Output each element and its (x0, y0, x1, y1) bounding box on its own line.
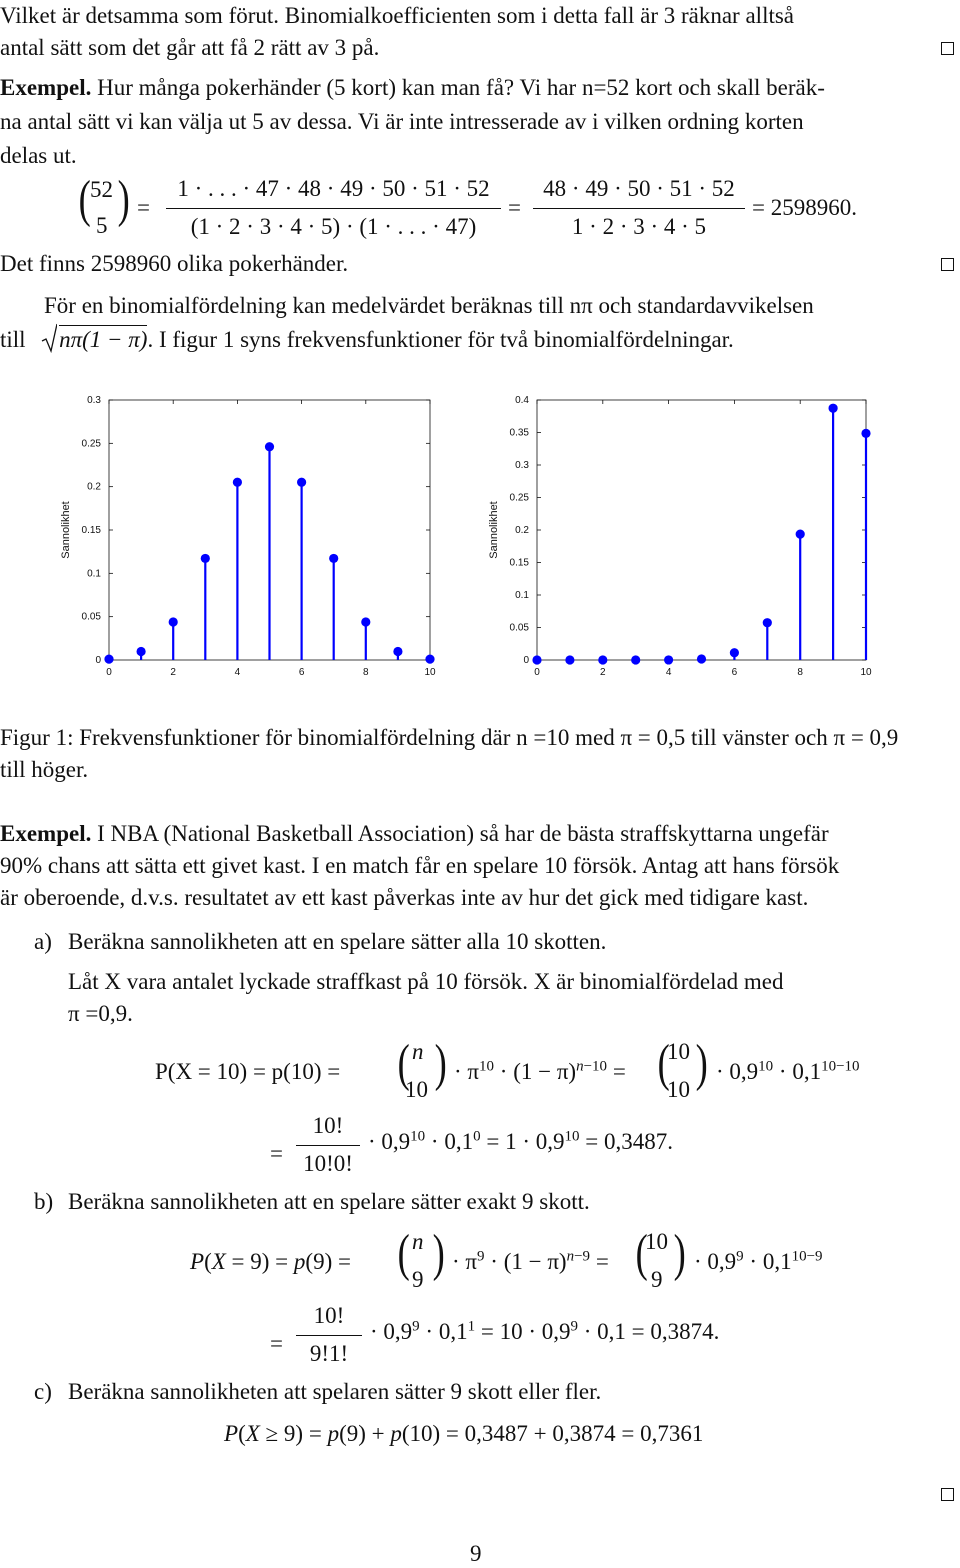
x-tick-label: 4 (665, 667, 672, 678)
binom-top: 52 (90, 177, 113, 202)
stem-marker (169, 617, 178, 626)
example2-text: I NBA (National Basketball Association) så har de bästa straffskyttarna ungefär (97, 821, 829, 846)
stem-marker (104, 655, 113, 664)
stem-marker (861, 429, 870, 438)
y-tick-label: 0.4 (515, 395, 529, 406)
part-a-eq1-lhs: P(X = 10) = p(10) = (155, 1059, 341, 1084)
example-label: Exempel. (0, 821, 92, 846)
binom-bottom: 10 (667, 1077, 690, 1102)
y-tick-label: 0.3 (515, 460, 529, 471)
y-tick-label: 0.05 (81, 611, 101, 623)
frac2-numerator: 48 · 49 · 50 · 51 · 52 (543, 176, 735, 201)
part-b-eq1-lhs: P(X = 9) = p(9) = (190, 1249, 351, 1274)
paren-left: ( (397, 1225, 410, 1282)
chart-right-svg (490, 388, 910, 688)
caption-line-1: Figur 1: Frekvensfunktioner för binomialfördelning där n =10 med π = 0,5 till vänster och π = 0,9 (0, 725, 899, 750)
sqrt-content: nπ(1 − π) (59, 327, 148, 352)
stem-marker (730, 648, 739, 657)
chart-left (40, 388, 440, 688)
x-tick-label: 10 (424, 667, 436, 678)
part-a-explain-2: π =0,9. (68, 1001, 133, 1026)
part-b-eq1-mid: · $\pi^9 \cdot (1 - \pi)^{n-9}$ = (452, 1248, 609, 1274)
part-c-label: c) (34, 1379, 52, 1404)
example1-line-3: delas ut. (0, 143, 77, 168)
binom-top: 10 (667, 1039, 690, 1064)
sqrt-sign (41, 323, 57, 353)
stem-marker (265, 442, 274, 451)
frac2-denominator: 1 · 2 · 3 · 4 · 5 (571, 214, 707, 239)
example2-line-2: 90% chans att sätta ett givet kast. I en match får en spelare 10 försök. Antag att hans försök (0, 853, 840, 878)
binom-bottom: 5 (96, 213, 108, 238)
qed-box (941, 42, 954, 55)
y-tick-label: 0.1 (515, 590, 529, 601)
y-tick-label: 0.15 (509, 557, 529, 569)
part-a-label: a) (34, 929, 52, 954)
paren-right: ) (695, 1035, 708, 1092)
x-tick-label: 8 (797, 667, 803, 678)
y-tick-label: 0 (95, 655, 101, 666)
qed-box (941, 1488, 954, 1501)
x-tick-label: 2 (170, 667, 176, 678)
binom-top: 10 (645, 1229, 668, 1254)
paren-left: ( (78, 171, 91, 228)
frac1-bar (166, 208, 501, 209)
stem-marker (425, 655, 434, 664)
y-tick-label: 0 (523, 655, 529, 666)
part-a-eq1-mid: · $\pi^{10} \cdot (1 - \pi)^{n-10}$ = (454, 1058, 626, 1084)
binom-bottom: 10 (405, 1077, 428, 1102)
intro-line-1: Vilket är detsamma som förut. Binomialkoefficienten som i detta fall är 3 räknar alltså (0, 3, 795, 28)
binomial-line-1: För en binomialfördelning kan medelvärdet beräknas till nπ och standardavvikelsen (44, 293, 814, 318)
chart-left-svg (40, 388, 440, 688)
sqrt-expression (47, 326, 147, 354)
y-tick-label: 0.15 (81, 525, 101, 536)
y-tick-label: 0.25 (509, 492, 529, 504)
part-a-text: Beräkna sannolikheten att en spelare sätter alla 10 skotten. (68, 929, 607, 954)
binomial-line-2-rest: . I figur 1 syns frekvensfunktioner för två binomialfördelningar. (147, 327, 734, 352)
equals-sign: = (270, 1141, 283, 1166)
y-axis-label: Sannolikhet (60, 501, 72, 559)
chart-right (490, 388, 910, 688)
x-tick-label: 2 (600, 667, 606, 678)
caption-line-2: till höger. (0, 757, 89, 782)
equals-sign: = (508, 195, 521, 220)
stem-marker (361, 617, 370, 626)
stem-marker (631, 655, 640, 664)
example2-line-1 (0, 820, 829, 848)
stem-marker (763, 618, 772, 627)
plot-frame (537, 400, 866, 660)
frac-denominator: 9!1! (309, 1341, 349, 1366)
part-b-eq1-rhs: · $0,9^9 \cdot 0,1^{10-9}$ (694, 1248, 823, 1274)
frac-bar (296, 1145, 360, 1146)
stem-marker (697, 654, 706, 663)
part-b-label: b) (34, 1189, 54, 1214)
part-b-text: Beräkna sannolikheten att en spelare sätter exakt 9 skott. (68, 1189, 590, 1214)
paren-right: ) (117, 171, 130, 228)
equals-sign: = (137, 195, 150, 220)
x-tick-label: 8 (363, 667, 369, 678)
stem-marker (598, 655, 607, 664)
stem-marker (829, 404, 838, 413)
paren-left: ( (635, 1225, 648, 1282)
paren-right: ) (673, 1225, 686, 1282)
example2-line-3: är oberoende, d.v.s. resultatet av ett kast påverkas inte av hur det gick med tidigare kast. (0, 885, 809, 910)
y-tick-label: 0.05 (509, 622, 529, 634)
paren-right: ) (434, 1035, 447, 1092)
stem-marker (297, 478, 306, 487)
paren-right: ) (432, 1225, 445, 1282)
x-tick-label: 0 (106, 667, 112, 678)
intro-line-2: antal sätt som det går att få 2 rätt av 3 på. (0, 35, 380, 60)
qed-box (941, 258, 954, 271)
frac-denominator: 10!0! (303, 1151, 353, 1176)
stem-marker (137, 647, 146, 656)
part-c-eq: P(X ≥ 9) = p(9) + p(10) = 0,3487 + 0,3874 = 0,7361 (224, 1421, 704, 1446)
x-tick-label: 6 (298, 667, 305, 678)
binom-bottom: 9 (412, 1267, 424, 1292)
stem-marker (565, 655, 574, 664)
binom-top: n (412, 1039, 424, 1064)
x-tick-label: 10 (860, 667, 872, 678)
paren-left: ( (397, 1035, 410, 1092)
part-c-text: Beräkna sannolikheten att spelaren sätter 9 skott eller fler. (68, 1379, 602, 1404)
stem-marker (664, 655, 673, 664)
binomial-line-2 (0, 326, 734, 354)
part-b-result: 0,3874. (650, 1319, 720, 1344)
example1-text: Hur många pokerhänder (5 kort) kan man få? Vi har n=52 kort och skall beräk- (97, 75, 825, 100)
stem-marker (532, 655, 541, 664)
y-axis-label: Sannolikhet (488, 501, 500, 559)
binom-bottom: 9 (651, 1267, 663, 1292)
stem-marker (796, 529, 805, 538)
part-a-eq1-rhs: · $0,9^{10} \cdot 0,1^{10-10}$ (716, 1058, 860, 1084)
page-number: 9 (470, 1541, 482, 1566)
stem-marker (201, 554, 210, 563)
y-tick-label: 0.25 (81, 438, 101, 450)
y-tick-label: 0.35 (509, 427, 529, 439)
equals-sign: = (270, 1331, 283, 1356)
frac-numerator: 10! (312, 1113, 344, 1138)
stem-marker (329, 554, 338, 563)
example-label: Exempel. (0, 75, 92, 100)
till-word: till (0, 327, 26, 352)
x-tick-label: 0 (534, 667, 540, 678)
stem-marker (393, 647, 402, 656)
x-tick-label: 4 (234, 667, 241, 678)
part-a-explain-1: Låt X vara antalet lyckade straffkast på 10 försök. X är binomialfördelad med (68, 969, 784, 994)
y-tick-label: 0.2 (87, 481, 101, 493)
frac-numerator: 10! (313, 1303, 345, 1328)
binom-top: n (412, 1229, 424, 1254)
result: = 2598960. (752, 195, 857, 220)
frac1-numerator: 1 · . . . · 47 · 48 · 49 · 50 · 51 · 52 (177, 176, 490, 201)
paren-left: ( (657, 1035, 670, 1092)
frac-bar (296, 1335, 362, 1336)
x-tick-label: 6 (731, 667, 738, 678)
frac1-denominator: (1 · 2 · 3 · 4 · 5) · (1 · . . . · 47) (190, 214, 477, 239)
stem-marker (233, 478, 242, 487)
conclusion: Det finns 2598960 olika pokerhänder. (0, 251, 349, 276)
part-a-eq2-rhs: · $0,9^{10} \cdot 0,1^0 = 1 \cdot 0,9^{10} = 0,3487$. (368, 1128, 673, 1154)
y-tick-label: 0.2 (515, 525, 529, 536)
example1-line-2: na antal sätt vi kan välja ut 5 av dessa. Vi är inte intresserade av i vilken ordning korten (0, 109, 804, 134)
y-tick-label: 0.3 (87, 395, 101, 406)
y-tick-label: 0.1 (87, 568, 101, 580)
frac2-bar (533, 208, 745, 209)
example1-line-1 (0, 74, 825, 102)
part-b-eq2-rhs: · $0,9^9 \cdot 0,1^1 = 10 \cdot 0,9^9 \cdot 0,1 = 0,3874$. (370, 1318, 720, 1344)
